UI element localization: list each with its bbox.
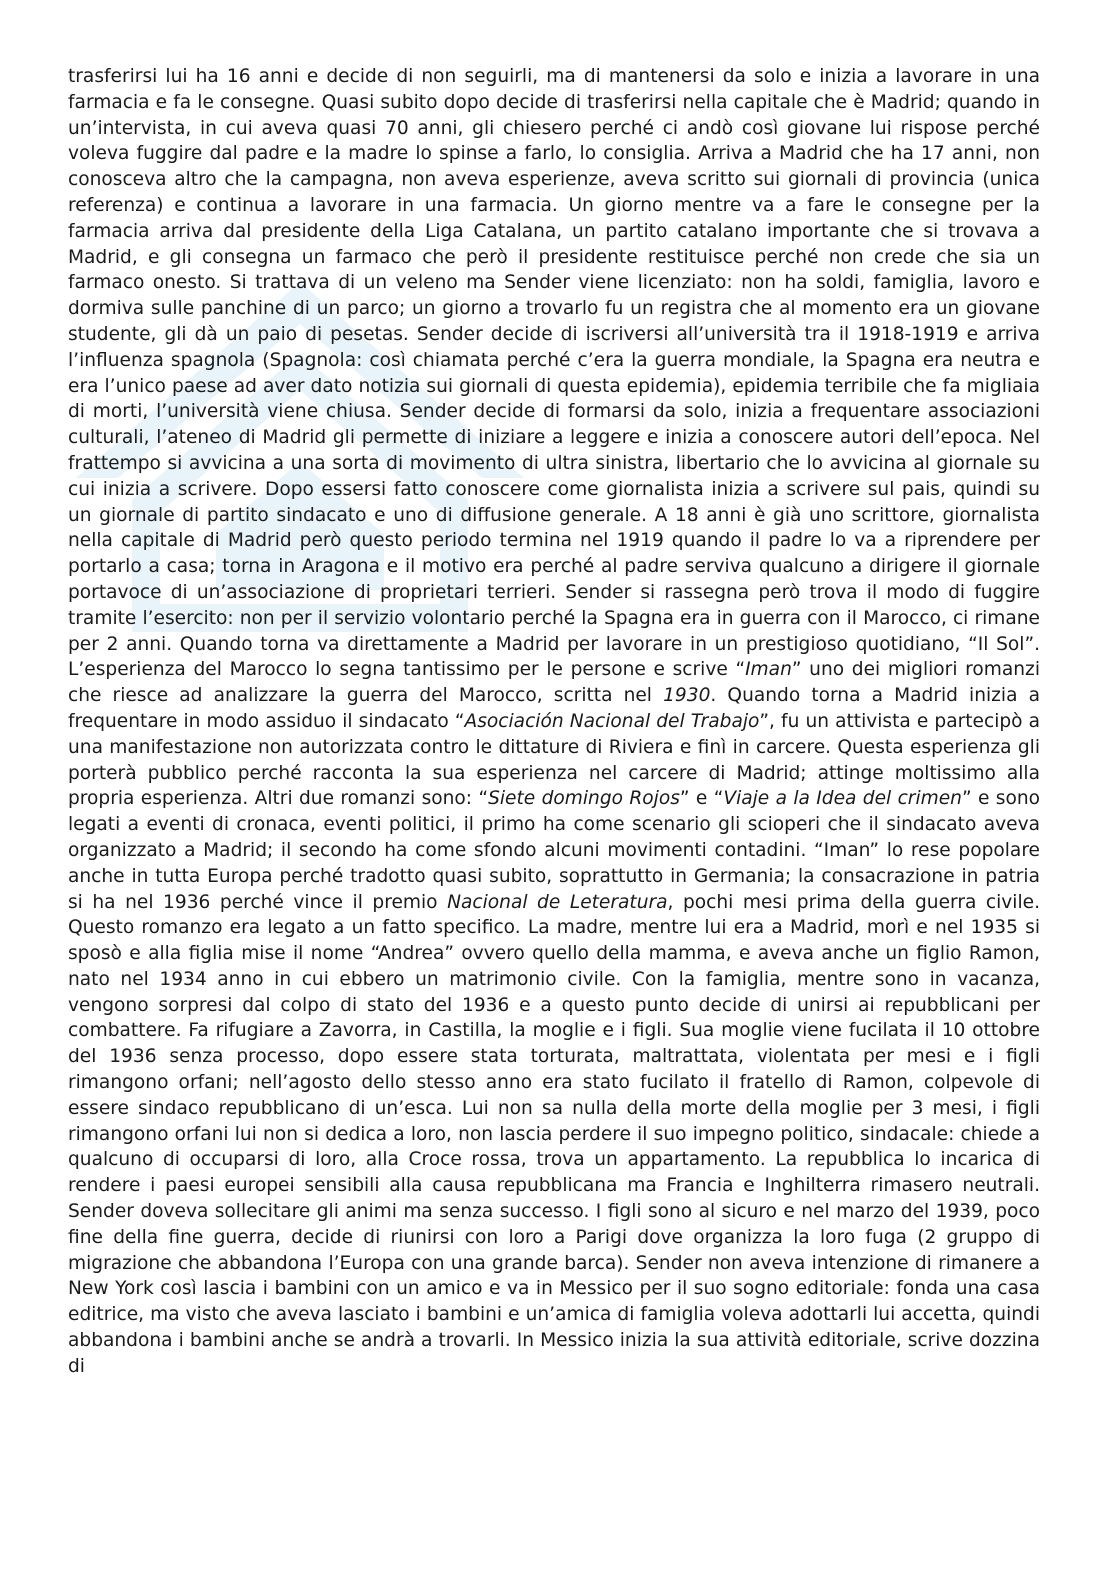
italic-title-text: Asociación Nacional del Trabajo <box>464 710 760 732</box>
text-run: trasferirsi lui ha 16 anni e decide di non seguirli, ma di mantenersi da solo e inizia a lavorare in una farmacia e fa le consegne. Quasi subito dopo decide di trasferirsi nella capitale che è Madrid; quando in un’intervista, in cui aveva quasi 70 anni, gli chiesero perché ci andò così giovane lui rispose perché voleva fuggire dal padre e la madre lo spinse a farlo, lo consiglia. Arriva a Madrid che ha 17 anni, non conosceva altro che la campagna, non aveva esperienze, aveva scritto sui giornali di provincia (unica referenza) e continua a lavorare in una farmacia. Un giorno mentre va a fare le consegne per la farmacia arriva dal presidente della Liga Catalana, un partito catalano importante che si trovava a Madrid, e gli consegna un farmaco che però il presidente restituisce perché non crede che sia un farmaco onesto. Si trattava di un veleno ma Sender viene licenziato: non ha soldi, famiglia, lavoro e dormiva sulle panchine di un parco; un giorno a trovarlo fu un registra che al momento era un giovane studente, gli dà un paio di pesetas. Sender decide di iscriversi all’università tra il 1918-1919 e arriva l’influenza spagnola (Spagnola: così chiamata perché c’era la guerra mondiale, la Spagna era neutra e era l’unico paese ad aver dato notizia sui giornali di questa epidemia), epidemia terribile che fa migliaia di morti, l’università viene chiusa. Sender decide di formarsi da solo, inizia a frequentare associazioni culturali, l’ateneo di Madrid gli permette di iniziare a leggere e inizia a conoscere autori dell’epoca. Nel frattempo si avvicina a una sorta di movimento di ultra sinistra, libertario che lo avvicina al giornale su cui inizia a scrivere. Dopo essersi fatto conoscere come giornalista inizia a scrivere sul pais, quindi su un giornale di partito sindacato e uno di diffusione generale. A 18 anni è già uno scrittore, giornalista nella capitale di Madrid però questo periodo termina nel 1919 quando il padre lo va a riprendere per portarlo a casa; torna in Aragona e il motivo era perché al padre serviva qualcuno a dirigere il giornale portavoce di un’associazione di proprietari terrieri. Sender si rassegna però trova il modo di fuggire tramite l’esercito: non per il servizio volontario perché la Spagna era in guerra con il Marocco, ci rimane per 2 anni. Quando torna va direttamente a Madrid per lavorare in un prestigioso quotidiano, “Il Sol”. L’esperienza del Marocco lo segna tantissimo per le persone e scrive “ <box>68 66 1040 681</box>
text-run: , pochi mesi prima della guerra civile. Questo romanzo era legato a un fatto specifico. La madre, mentre lui era a Madrid, morì e nel 1935 si sposò e alla figlia mise il nome “Andrea” ovvero quello della mamma, e aveva anche un figlio Ramon, nato nel 1934 anno in cui ebbero un matrimonio civile. Con la famiglia, mentre sono in vacanza, vengono sorpresi dal colpo di stato del 1936 e a questo punto decide di unirsi ai repubblicani per combattere. Fa rifugiare a Zavorra, in Castilla, la moglie e i figli. Sua moglie viene fucilata il 10 ottobre del 1936 senza processo, dopo essere stata torturata, maltrattata, violentata per mesi e i figli rimangono orfani; nell’agosto dello stesso anno era stato fucilato il fratello di Ramon, colpevole di essere sindaco repubblicano di un’esca. Lui non sa nulla della morte della moglie per 3 mesi, i figli rimangono orfani lui non si dedica a loro, non lascia perdere il suo impegno politico, sindacale: chiede a qualcuno di occuparsi di loro, alla Croce rossa, trova un appartamento. La repubblica lo incarica di rendere i paesi europei sensibili alla causa repubblicana ma Francia e Inghilterra rimasero neutrali. Sender doveva sollecitare gli animi ma senza successo. I figli sono al sicuro e nel marzo del 1939, poco fine della fine guerra, decide di riunirsi con loro a Parigi dove organizza la loro fuga (2 gruppo di migrazione che abbandona l’Europa con una grande barca). Sender non aveva intenzione di rimanere a New York così lascia i bambini con un amico e va in Messico per il suo sogno editoriale: fonda una casa editrice, ma visto che aveva lasciato i bambini e un’amica di famiglia voleva adottarli lui accetta, quindi abbandona i bambini anche se andrà a trovarli. In Messico inizia la sua attività editoriale, scrive dozzina di <box>68 891 1040 1377</box>
text-run: . Quando torna a Madrid inizia a frequentare in modo assiduo il sindacato “ <box>68 685 1041 732</box>
text-run: ” e “ <box>679 788 724 810</box>
italic-title-text: Viaje a la Idea del crimen <box>723 788 962 810</box>
italic-title-text: 1930 <box>663 685 711 707</box>
text-run: ”, fu un attivista e partecipò a una manifestazione non autorizzata contro le dittature di Riviera e finì in carcere. Questa esperienza gli porterà pubblico perché racconta la sua esperienza nel carcere di Madrid; attinge moltissimo alla propria esperienza. Altri due romanzi sono: “ <box>68 710 1041 810</box>
body-text <box>68 64 1040 1380</box>
italic-title-text: Siete domingo Rojos <box>488 788 680 810</box>
italic-title-text: Nacional de Leteratura <box>447 891 668 913</box>
italic-title-text: Iman <box>745 659 792 681</box>
text-run: ” e sono legati a eventi di cronaca, eventi politici, il primo ha come scenario gli scioperi che il sindacato aveva organizzato a Madrid; il secondo ha come sfondo alcuni movimenti contadini. “Iman” lo rese popolare anche in tutta Europa perché tradotto quasi subito, soprattutto in Germania; la consacrazione in patria si ha nel 1936 perché vince il premio <box>68 788 1040 913</box>
text-run: ” uno dei migliori romanzi che riesce ad analizzare la guerra del Marocco, scritta nel <box>68 659 1040 707</box>
